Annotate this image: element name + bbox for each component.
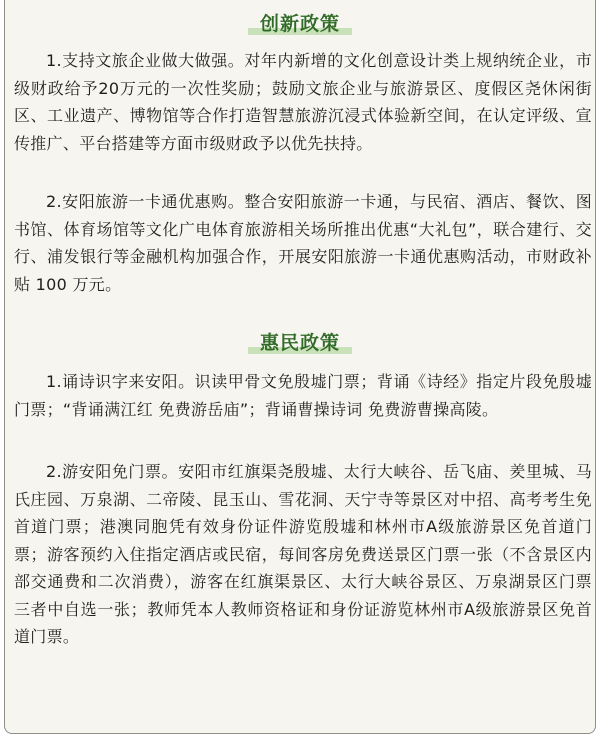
policy-card [4,0,596,734]
section-title: 惠民政策 [259,332,340,354]
section-title: 创新政策 [259,13,340,35]
policy-paragraph: 1.诵诗识字来安阳。识读甲骨文免殷墟门票；背诵《诗经》指定片段免殷墟门票；“背诵满江红 免费游岳庙”；背诵曹操诗词 免费游曹操高陵。 [14,372,592,419]
policy-paragraph: 2.安阳旅游一卡通优惠购。整合安阳旅游一卡通，与民宿、酒店、餐饮、图书馆、体育场馆等文化广电体育旅游相关场所推出优惠“大礼包”，联合建行、交行、浦发银行等金融机构加强合作，开展安阳旅游一卡通优惠购活动，市财政补贴 100 万元。 [14,192,592,294]
policy-paragraph: 2.游安阳免门票。安阳市红旗渠尧殷墟、太行大峡谷、岳飞庙、羑里城、马氏庄园、万泉湖、二帝陵、昆玉山、雪花洞、天宁寺等景区对中招、高考考生免首道门票；港澳同胞凭有效身份证件游览殷墟和林州市A级旅游景区免首道门票；游客预约入住指定酒店或民宿，每间客房免费送景区门票一张（不含景区内部交通费和二次消费），游客在红旗渠景区、太行大峡谷景区、万泉湖景区门票三者中自选一张；教师凭本人教师资格证和身份证游览林州市A级旅游景区免首道门票。 [14,462,592,646]
section-heading-benefit [5,328,595,355]
policy-paragraph: 1.支持文旅企业做大做强。对年内新增的文化创意设计类上规纳统企业，市级财政给予20万元的一次性奖励；鼓励文旅企业与旅游景区、度假区尧休闲街区、工业遗产、博物馆等合作打造智慧旅游沉浸式体验新空间，在认定评级、宣传推广、平台搭建等方面市级财政予以优先扶持。 [14,51,592,153]
section-heading-innovation [5,9,595,36]
